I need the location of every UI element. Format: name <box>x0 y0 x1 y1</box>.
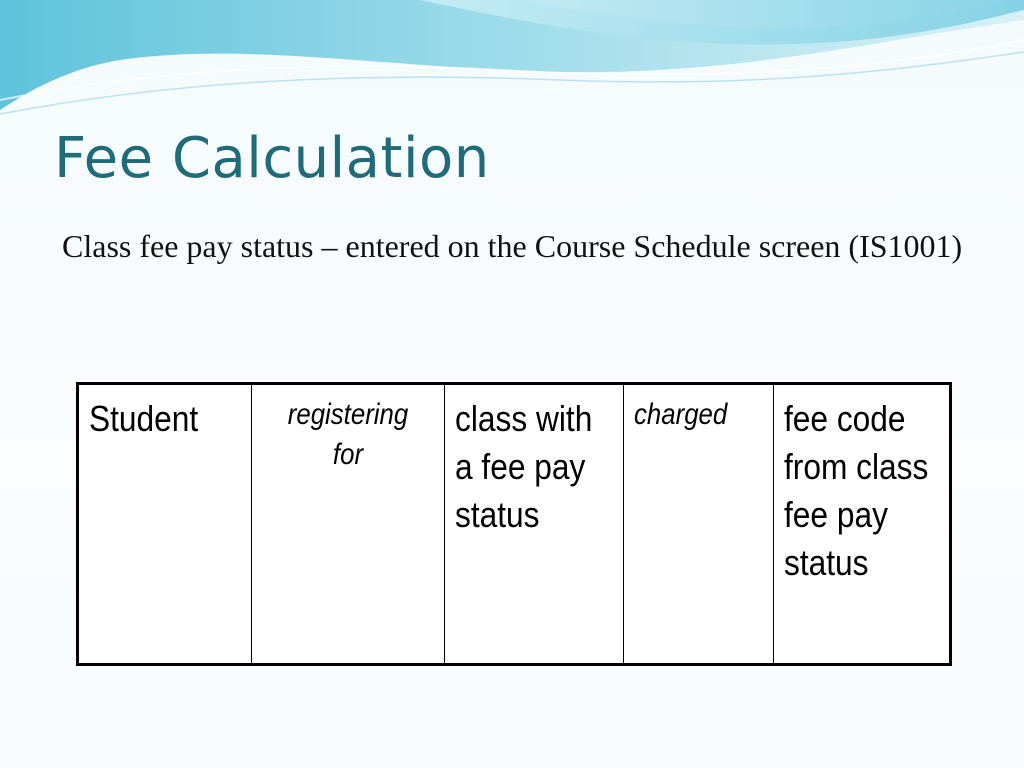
cell-text-student: Student <box>89 398 199 439</box>
cell-text-registering-for: registering for <box>287 398 409 471</box>
table-cell <box>624 384 774 665</box>
table-cell <box>774 384 951 665</box>
body-text: Class fee pay status – entered on the Course Schedule screen (IS1001) <box>62 228 963 264</box>
fee-table <box>76 382 952 666</box>
header-wave-decoration <box>0 0 1024 120</box>
cell-text-charged: charged <box>634 398 728 431</box>
slide-title: Fee Calculation <box>54 126 490 191</box>
cell-text-class-with-fee-pay-status: class with a fee pay status <box>455 398 593 535</box>
table-row <box>78 384 951 665</box>
table-cell <box>445 384 624 665</box>
cell-text-fee-code: fee code from class fee pay status <box>784 398 929 583</box>
table-cell <box>252 384 445 665</box>
table-cell <box>78 384 252 665</box>
